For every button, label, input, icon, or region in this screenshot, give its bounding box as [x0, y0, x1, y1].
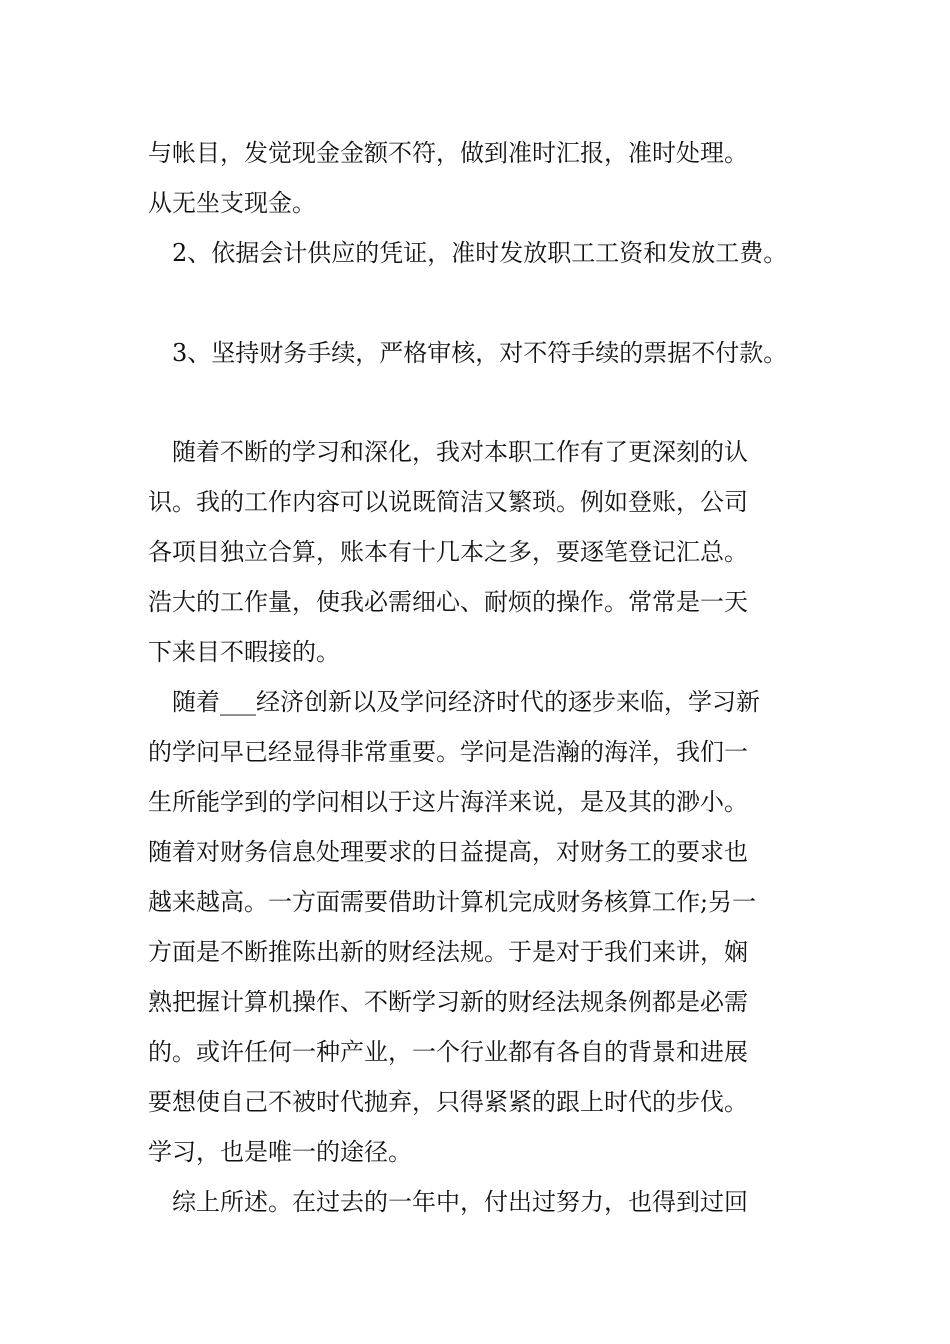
text-line: 的学问早已经显得非常重要。学问是浩瀚的海洋，我们一: [148, 738, 748, 766]
text-line: 随着对财务信息处理要求的日益提高，对财务工的要求也: [148, 838, 748, 866]
text-line: 从无坐支现金。: [148, 189, 316, 217]
text-line: 要想使自己不被时代抛弃，只得紧紧的跟上时代的步伐。: [148, 1088, 748, 1116]
text-line: 学习，也是唯一的途径。: [148, 1138, 412, 1166]
text-line: 3、坚持财务手续，严格审核，对不符手续的票据不付款。: [172, 339, 788, 367]
text-line: 随着___经济创新以及学问经济时代的逐步来临，学习新: [172, 688, 760, 716]
text-line: 浩大的工作量，使我必需细心、耐烦的操作。常常是一天: [148, 588, 748, 616]
text-line: 随着不断的学习和深化，我对本职工作有了更深刻的认: [172, 438, 748, 466]
text-line: 方面是不断推陈出新的财经法规。于是对于我们来讲，娴: [148, 938, 748, 966]
text-line: 识。我的工作内容可以说既简洁又繁琐。例如登账，公司: [148, 488, 748, 516]
text-line: 的。或许任何一种产业，一个行业都有各自的背景和进展: [148, 1038, 748, 1066]
text-line: 与帐目，发觉现金金额不符，做到准时汇报，准时处理。: [148, 139, 748, 167]
text-line: 熟把握计算机操作、不断学习新的财经法规条例都是必需: [148, 988, 748, 1016]
text-line: 综上所述。在过去的一年中，付出过努力，也得到过回: [172, 1188, 748, 1216]
text-line: 2、依据会计供应的凭证，准时发放职工工资和发放工费。: [172, 239, 788, 267]
text-line: 越来越高。一方面需要借助计算机完成财务核算工作;另一: [148, 888, 757, 916]
text-line: 各项目独立合算，账本有十几本之多，要逐笔登记汇总。: [148, 538, 748, 566]
text-line: 下来目不暇接的。: [148, 638, 340, 666]
text-line: 生所能学到的学问相以于这片海洋来说，是及其的渺小。: [148, 788, 748, 816]
